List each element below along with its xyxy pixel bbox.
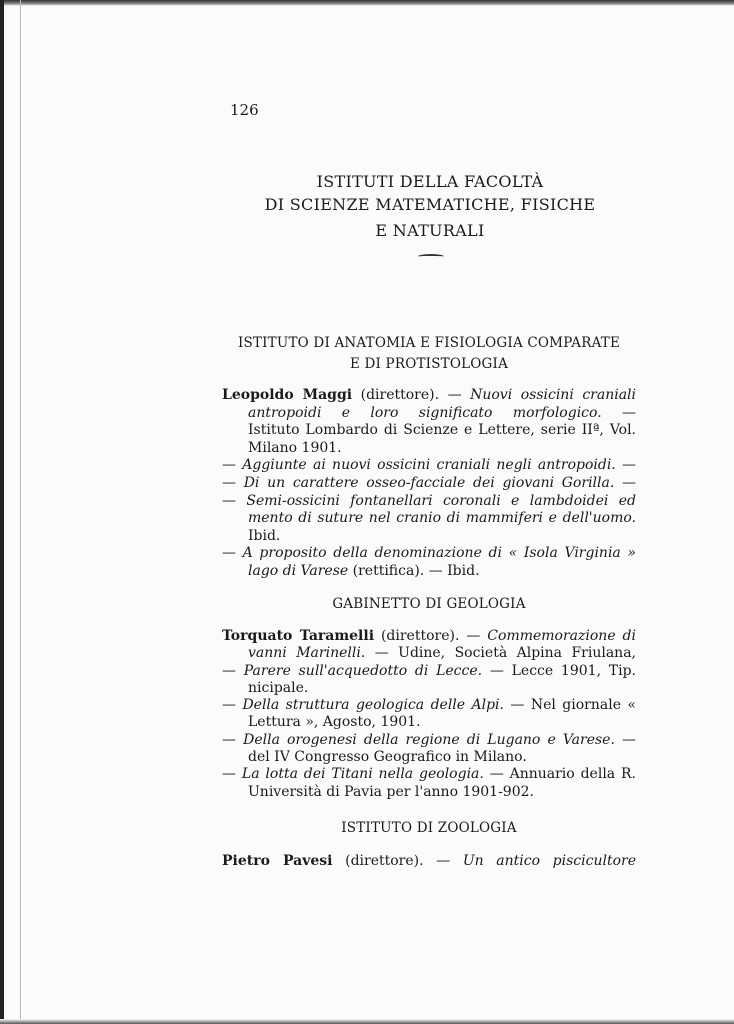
citation-text: Milano 1901. [248, 439, 342, 456]
citation-text: — [622, 404, 636, 421]
citation-text: Università di Pavia per l'anno 1901-902. [248, 783, 534, 800]
title-line: ISTITUTI DELLA FACOLTÀ [316, 172, 544, 191]
citation-text: (direttore). — [332, 853, 463, 869]
citation-text: — [222, 731, 244, 748]
text-line [222, 732, 636, 749]
title-line: E NATURALI [375, 221, 485, 240]
text-line [222, 422, 636, 440]
text-line [222, 784, 636, 801]
work-title: Aggiunte ai nuovi ossicini craniali negli antropoidi. [242, 457, 616, 474]
text-line [222, 766, 636, 783]
text-line [222, 387, 636, 405]
citation-text: — [222, 766, 242, 783]
work-title: vanni Marinelli. [248, 645, 366, 662]
citation-text: — Nel giornale « [510, 697, 636, 714]
work-title: mento di suture nel cranio di mammiferi e dell'uomo. [248, 510, 636, 527]
text-line [222, 852, 636, 870]
work-title: A proposito della denominazione di « Isola Virginia » [242, 545, 636, 562]
work-title: antropoidi e loro significato morfologico. [248, 404, 602, 421]
section-heading: ISTITUTO DI ANATOMIA E FISIOLOGIA COMPARATE [237, 335, 621, 351]
ornament-divider [418, 254, 444, 259]
citation-text: Istituto Lombardo di Scienze e Lettere, serie IIª, Vol. [248, 422, 636, 439]
work-title: Della struttura geologica delle Alpi. [242, 697, 504, 714]
citation-text: — [222, 697, 243, 714]
citation-text: — [222, 662, 244, 679]
bibliography-entries [222, 852, 636, 870]
work-title: La lotta dei Titani nella geologia. [241, 766, 484, 783]
text-line [222, 545, 636, 563]
text-line [222, 457, 636, 475]
work-title: lago di Varese [248, 562, 349, 579]
section-heading: GABINETTO DI GEOLOGIA [332, 596, 526, 612]
citation-text: — [222, 474, 244, 491]
scan-edge-bottom [0, 1019, 734, 1024]
scan-edge-left [0, 0, 4, 1024]
text-line [222, 493, 636, 511]
work-title: Semi-ossicini fontanellari coronali e lambdoidei ed [246, 492, 636, 509]
citation-text: — [222, 545, 243, 562]
citation-text: — Lecce 1901, Tip. [489, 662, 636, 679]
bibliography-entries [222, 628, 636, 801]
citation-text: — Udine, Società Alpina Friulana, [374, 645, 636, 662]
text-line [222, 475, 636, 493]
page-number: 126 [230, 101, 259, 119]
citation-text: (rettifica). — Ibid. [348, 562, 480, 579]
citation-text: Ibid. [248, 527, 281, 544]
citation-text: — [222, 457, 243, 474]
citation-text: — [621, 474, 636, 491]
text-line [222, 663, 636, 680]
text-line [222, 697, 636, 714]
text-line [222, 749, 636, 766]
author-name: Torquato Taramelli [222, 628, 375, 644]
text-line [222, 528, 636, 546]
work-title: Un antico piscicultore [462, 853, 636, 869]
bibliography-entries [222, 387, 636, 581]
citation-text: Lettura », Agosto, 1901. [248, 714, 421, 731]
work-title: Nuovi ossicini craniali [470, 387, 636, 403]
work-title: Parere sull'acquedotto di Lecce. [243, 662, 483, 679]
citation-text: — [622, 457, 636, 474]
work-title: Di un carattere osseo-facciale dei giovani Gorilla. [243, 474, 615, 491]
title-line: DI SCIENZE MATEMATICHE, FISICHE [264, 195, 596, 214]
citation-text: (direttore). — [352, 387, 471, 403]
section-heading: ISTITUTO DI ZOOLOGIA [341, 820, 517, 836]
text-line [222, 680, 636, 697]
work-title: Commemorazione di [487, 628, 636, 644]
work-title: Della orogenesi della regione di Lugano e Varese. [243, 731, 615, 748]
citation-text: nicipale. [248, 679, 309, 696]
text-line [222, 563, 636, 581]
author-name: Pietro Pavesi [222, 853, 333, 869]
author-name: Leopoldo Maggi [222, 387, 353, 403]
citation-text: (direttore). — [374, 628, 488, 644]
scan-gutter-line [20, 0, 21, 1024]
text-line [222, 440, 636, 458]
scan-edge-top [0, 0, 734, 6]
citation-text: — [222, 492, 247, 509]
text-line [222, 510, 636, 528]
citation-text: — Annuario della R. [483, 766, 636, 783]
citation-text: del IV Congresso Geografico in Milano. [248, 749, 527, 766]
section-heading: E DI PROTISTOLOGIA [349, 356, 509, 372]
text-line [222, 405, 636, 423]
text-line [222, 645, 636, 662]
text-line [222, 714, 636, 731]
text-line [222, 628, 636, 645]
citation-text: — [622, 731, 636, 748]
